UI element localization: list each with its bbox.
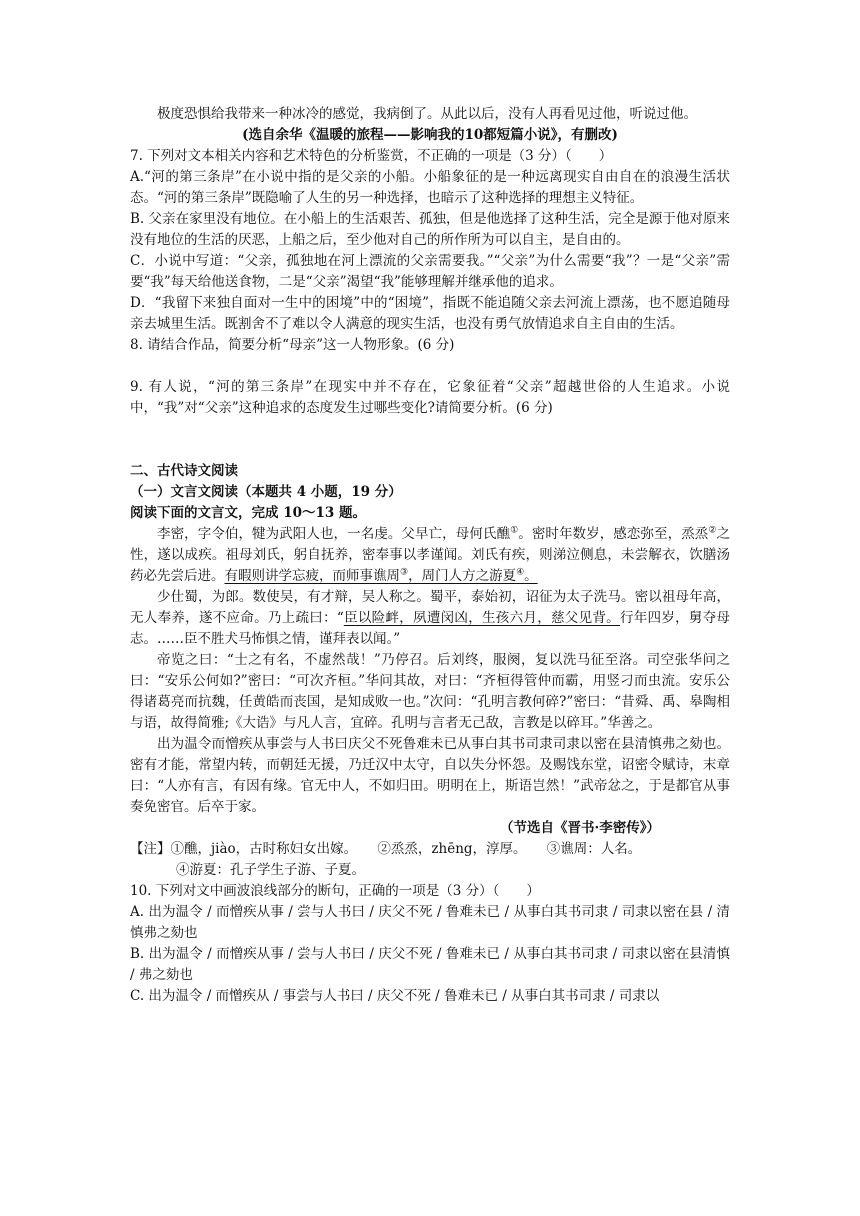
passage-paragraph-2: 少仕蜀，为郎。数使吴，有才辩，吴人称之。蜀平，泰始初，诏征为太子洗马。密以祖母年高，无人奉养，遂不应命。乃上疏曰：“臣以险衅，夙遭闵凶，生孩六月，慈父见背。行年四岁，舅夺母志。……臣不胜犬马怖惧之情，谨拜表以闻。” — [130, 589, 731, 647]
question-10-option-c: C. 出为温令 / 而憎疾从 / 事尝与人书曰 / 庆父不死 / 鲁难未已 / 从事白其书司隶 / 司隶以 — [130, 988, 660, 1004]
passage-paragraph-3: 帝览之曰：“士之有名，不虚然哉！”乃停召。后刘终，服阕，复以洗马征至洛。司空张华问之曰：“安乐公何如?”密曰：“可次齐桓。”华问其故，对曰：“齐桓得管仲而霸，用竖刁而虫流。安乐公得诸葛亮而抗魏，任黄皓而丧国，是知成败一也。”次问：“孔明言教何碎?”密曰：“昔舜、禹、皋陶相与语，故得简雅;《大诰》与凡人言，宜碎。孔明与言者无己敌，言教是以碎耳。”华善之。 — [130, 652, 730, 731]
question-9: 9. 有人说，“河的第三条岸”在现实中并不存在，它象征着“父亲”超越世俗的人生追求。小说中，“我”对“父亲”这种追求的态度发生过哪些变化?请简要分析。(6 分) — [130, 379, 730, 416]
section-title: 二、古代诗文阅读 — [130, 463, 238, 479]
question-7-option-b: B. 父亲在家里没有地位。在小船上的生活艰苦、孤独，但是他选择了这种生活，完全是源于他对原来没有地位的生活的厌恶，上船之后，至少他对自己的所作所为可以自主，是自由的。 — [130, 211, 730, 248]
underlined-sentence: 臣以险衅，夙遭闵凶，生孩六月，慈父见背。 — [343, 610, 620, 626]
footnote-marker: ④ — [516, 567, 525, 578]
question-7-stem: 7. 下列对文本相关内容和艺术特色的分析鉴赏，不正确的一项是（3 分）（ ） — [130, 148, 613, 164]
passage-source: （节选自《晋书·李密传》） — [500, 820, 660, 836]
footnote-marker: ① — [510, 525, 519, 536]
underlined-sentence: 有暇则讲学忘疲，而师事谯周③，周门人方之游夏④。 — [224, 567, 538, 584]
question-10-stem: 10. 下列对文中画波浪线部分的断句，正确的一项是（3 分）（ ） — [130, 883, 540, 899]
passage-paragraph-4: 出为温令而憎疾从事尝与人书曰庆父不死鲁难未已从事白其书司隶司隶以密在县清慎弗之劾也。密有才能，常望内转，而朝廷无援，乃迁汉中太守，自以失分怀怨。及赐饯东堂，诏密令赋诗，末章曰：“人亦有言，有因有缘。官无中人，不如归田。明明在上，斯语岂然！”武帝忿之，于是都官从事奏免密官。后卒于家。 — [130, 736, 730, 815]
question-7-option-c: C．小说中写道：“父亲，孤独地在河上漂流的父亲需要我。”“父亲”为什么需要“我”？一是“父亲”需要“我”每天给他送食物，二是“父亲”渴望“我”能够理解并继承他的追求。 — [130, 253, 730, 290]
question-7-option-d: D．“我留下来独自面对一生中的困境”中的“困境”，指既不能追随父亲去河流上漂荡，也不愿追随母亲去城里生活。既割舍不了难以令人满意的现实生活，也没有勇气放情追求自主自由的生活。 — [130, 295, 730, 332]
passage-paragraph-1: 李密，字令伯，犍为武阳人也，一名虔。父早亡，母何氏醮①。密时年数岁，感恋弥至，烝烝②之性，遂以成疾。祖母刘氏，躬自抚养，密奉事以孝谨闻。刘氏有疾，则涕泣侧息，未尝解衣，饮膳汤药必先尝后进。有暇则讲学忘疲，而师事谯周③，周门人方之游夏④。 — [130, 525, 731, 584]
document-page — [130, 104, 730, 1007]
footnote-marker: ③ — [400, 567, 409, 578]
section-subtitle: （一）文言文阅读（本题共 4 小题，19 分） — [130, 484, 402, 500]
story-source: (选自余华《温暖的旅程——影响我的10都短篇小说》，有删改) — [242, 127, 618, 143]
footnote-marker: ② — [708, 525, 717, 536]
reading-instruction: 阅读下面的文言文，完成 10～13 题。 — [130, 505, 366, 521]
question-10-option-a: A. 出为温令 / 而憎疾从事 / 尝与人书曰 / 庆父不死 / 鲁难未已 / 从事白其书司隶 / 司隶以密在县 / 清慎弗之劾也 — [130, 904, 730, 941]
question-8: 8. 请结合作品，简要分析“母亲”这一人物形象。(6 分) — [130, 337, 455, 353]
question-7-option-a: A.“河的第三条岸”在小说中指的是父亲的小船。小船象征的是一种远离现实自由自在的浪漫生活状态。“河的第三条岸”既隐喻了人生的另一种选择，也暗示了这种选择的理想主义特征。 — [130, 169, 730, 206]
annotation-notes-line-1: 【注】①醮，jiào，古时称妇女出嫁。 ②烝烝，zhēng，淳厚。 ③谯周：人名。 — [130, 841, 642, 857]
story-ending-paragraph: 极度恐惧给我带来一种冰冷的感觉，我病倒了。从此以后，没有人再看见过他，听说过他。 — [157, 106, 697, 122]
annotation-notes-line-2: ④游夏：孔子学生子游、子夏。 — [176, 862, 365, 878]
question-10-option-b: B. 出为温令 / 而憎疾从事 / 尝与人书曰 / 庆父不死 / 鲁难未已 / 从事白其书司隶 / 司隶以密在县清慎 / 弗之劾也 — [130, 946, 730, 983]
